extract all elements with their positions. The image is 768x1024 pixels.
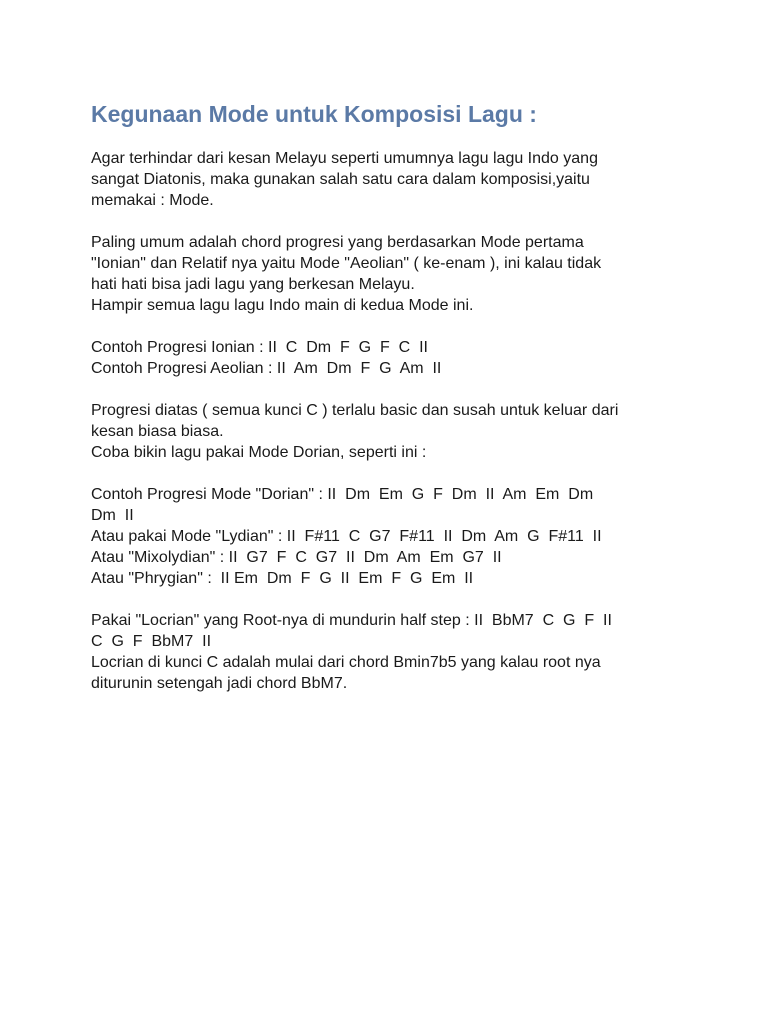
text-line: Locrian di kunci C adalah mulai dari chord Bmin7b5 yang kalau root nya bbox=[91, 654, 601, 671]
text-line: hati hati bisa jadi lagu yang berkesan Melayu. bbox=[91, 276, 415, 293]
text-line: C G F BbM7 II bbox=[91, 633, 212, 650]
text-line: diturunin setengah jadi chord BbM7. bbox=[91, 675, 348, 692]
document-body bbox=[91, 148, 691, 715]
text-line: Pakai "Locrian" yang Root-nya di mundurin half step : II BbM7 C G F II bbox=[91, 612, 612, 629]
text-line: Contoh Progresi Ionian : II C Dm F G F C II bbox=[91, 339, 428, 356]
paragraph bbox=[91, 400, 691, 463]
text-line: Progresi diatas ( semua kunci C ) terlalu basic dan susah untuk keluar dari bbox=[91, 402, 619, 419]
text-line: Contoh Progresi Aeolian : II Am Dm F G Am II bbox=[91, 360, 442, 377]
text-line: Agar terhindar dari kesan Melayu seperti umumnya lagu lagu Indo yang bbox=[91, 150, 598, 167]
text-line: Dm II bbox=[91, 507, 134, 524]
paragraph bbox=[91, 232, 691, 316]
text-line: Atau "Phrygian" : II Em Dm F G II Em F G Em II bbox=[91, 570, 474, 587]
text-line: Atau pakai Mode "Lydian" : II F#11 C G7 F#11 II Dm Am G F#11 II bbox=[91, 528, 602, 545]
paragraph bbox=[91, 148, 691, 211]
paragraph bbox=[91, 484, 691, 589]
document-title: Kegunaan Mode untuk Komposisi Lagu : bbox=[91, 101, 537, 127]
paragraph bbox=[91, 337, 691, 379]
text-line: memakai : Mode. bbox=[91, 192, 214, 209]
text-line: sangat Diatonis, maka gunakan salah satu cara dalam komposisi,yaitu bbox=[91, 171, 590, 188]
text-line: "Ionian" dan Relatif nya yaitu Mode "Aeolian" ( ke-enam ), ini kalau tidak bbox=[91, 255, 602, 272]
paragraph bbox=[91, 610, 691, 694]
text-line: Contoh Progresi Mode "Dorian" : II Dm Em G F Dm II Am Em Dm bbox=[91, 486, 594, 503]
text-line: Atau "Mixolydian" : II G7 F C G7 II Dm Am Em G7 II bbox=[91, 549, 502, 566]
text-line: Coba bikin lagu pakai Mode Dorian, seperti ini : bbox=[91, 444, 427, 461]
text-line: kesan biasa biasa. bbox=[91, 423, 224, 440]
text-line: Hampir semua lagu lagu Indo main di kedua Mode ini. bbox=[91, 297, 474, 314]
text-line: Paling umum adalah chord progresi yang berdasarkan Mode pertama bbox=[91, 234, 584, 251]
